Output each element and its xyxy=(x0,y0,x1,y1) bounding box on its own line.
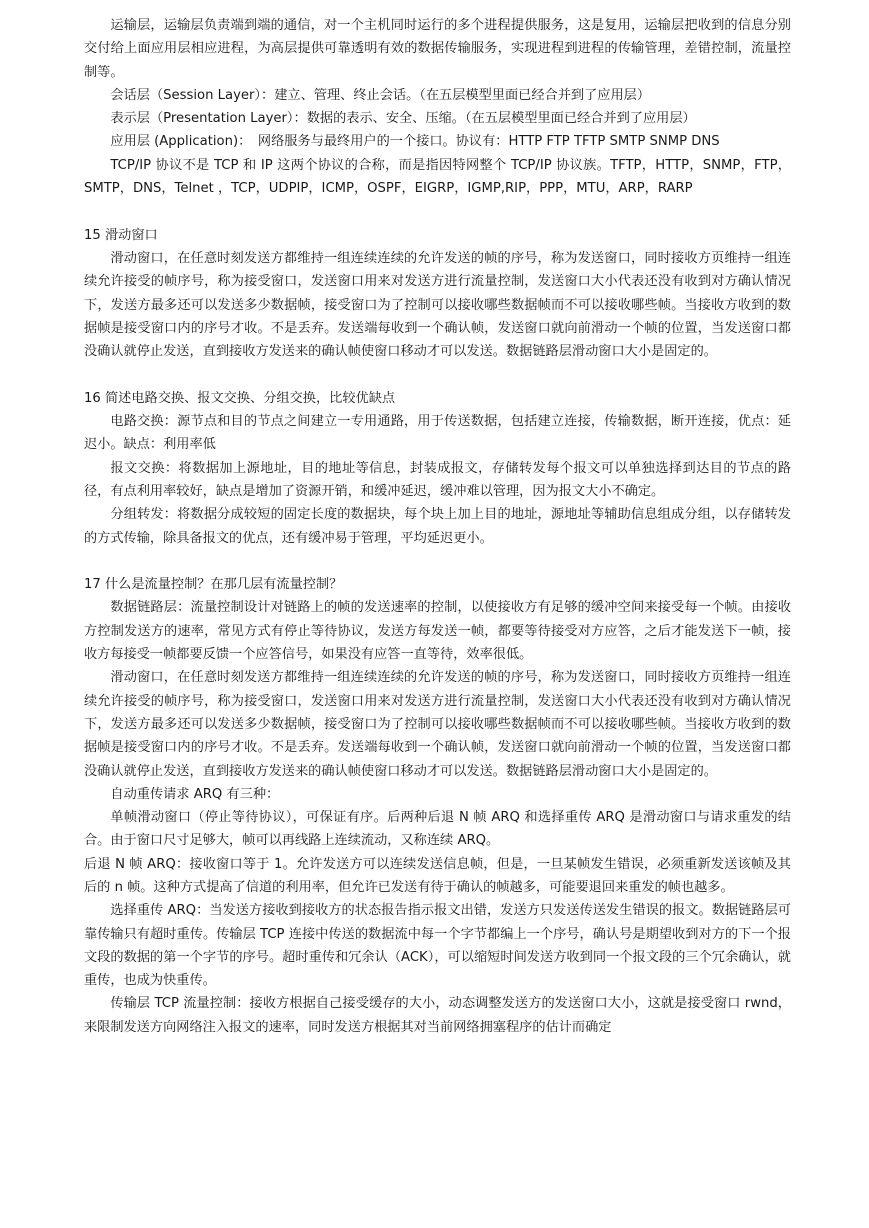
paragraph-application-layer: 应用层 (Application)： 网络服务与最终用户的一个接口。协议有：HTTP FTP TFTP SMTP SNMP DNS xyxy=(110,134,720,150)
section-heading-15: 15 滑动窗口 xyxy=(84,227,158,243)
paragraph-selective-repeat: 选择重传 ARQ：当发送方接收到接收方的状态报告指示报文出错，发送方只发送传送发生错误的报文。数据链路层可靠传输只有超时重传。传输层 TCP 连接中传送的数据流中每一个字节都编上一个序号，确认号是期望收到对方的下一个报文段的数据的第一个字节的序号。超时重传和冗余认（ACK），可以缩短时间发送方收到同一个报文段的三个冗余确认，就重传，也成为快重传。 xyxy=(84,903,791,989)
paragraph-session-layer: 会话层（Session Layer）：建立、管理、终止会话。（在五层模型里面已经合并到了应用层） xyxy=(110,87,651,103)
paragraph-go-back-n: 后退 N 帧 ARQ：接收窗口等于 1。允许发送方可以连续发送信息帧，但是，一旦某帧发生错误，必须重新发送该帧及其后的 n 帧。这种方式提高了信道的利用率，但允许已发送有待于确认的帧越多，可能要退回来重发的帧也越多。 xyxy=(84,856,791,895)
spacer xyxy=(84,550,791,573)
paragraph-tcp-flow-control: 传输层 TCP 流量控制：接收方根据自己接受缓存的大小，动态调整发送方的发送窗口大小，这就是接受窗口 rwnd，来限制发送方向网络注入报文的速率，同时发送方根据其对当前网络拥塞程序的估计而确定 xyxy=(84,996,791,1035)
paragraph-transport-layer: 运输层，运输层负责端到端的通信，对一个主机同时运行的多个进程提供服务，这是复用，运输层把收到的信息分别交付给上面应用层相应进程，为高层提供可靠透明有效的数据传输服务，实现进程到进程的传输管理，差错控制，流量控制等。 xyxy=(84,18,791,80)
spacer xyxy=(84,363,791,386)
paragraph-circuit-switching: 电路交换：源节点和目的节点之间建立一专用通路，用于传送数据，包括建立连接，传输数据，断开连接，优点：延迟小。缺点：利用率低 xyxy=(84,414,791,453)
section-heading-17: 17 什么是流量控制？在那几层有流量控制？ xyxy=(84,577,343,593)
paragraph-datalink-flow-control: 数据链路层：流量控制设计对链路上的帧的发送速率的控制，以使接收方有足够的缓冲空间来接受每一个帧。由接收方控制发送方的速率，常见方式有停止等待协议，发送方每发送一帧，都要等待接受对方应答，之后才能发送下一帧，接收方每接受一帧都要反馈一个应答信号，如果没有应答一直等待，效率很低。 xyxy=(84,600,791,663)
paragraph-presentation-layer: 表示层（Presentation Layer）：数据的表示、安全、压缩。（在五层模型里面已经合并到了应用层） xyxy=(110,111,696,127)
paragraph-stop-and-wait: 单帧滑动窗口（停止等待协议），可保证有序。后两种后退 N 帧 ARQ 和选择重传 ARQ 是滑动窗口与请求重发的结合。由于窗口尺寸足够大，帧可以再线路上连续流动，又称连续 ARQ。 xyxy=(84,810,791,849)
paragraph-sliding-window: 滑动窗口，在任意时刻发送方都维持一组连续连续的允许发送的帧的序号，称为发送窗口，同时接收方页维持一组连续允许接受的帧序号，称为接受窗口，发送窗口用来对发送方进行流量控制，发送窗口大小代表还没有收到对方确认情况下，发送方最多还可以发送多少数据帧，接受窗口为了控制可以接收哪些数据帧而不可以接收哪些帧。当接收方收到的数据帧是接受窗口内的序号才收。不是丢弃。发送端每收到一个确认帧，发送窗口就向前滑动一个帧的位置，当发送窗口都没确认就停止发送，直到接收方发送来的确认帧使窗口移动才可以发送。数据链路层滑动窗口大小是固定的。 xyxy=(84,250,791,360)
spacer xyxy=(84,200,791,223)
paragraph-sliding-window-repeat: 滑动窗口，在任意时刻发送方都维持一组连续连续的允许发送的帧的序号，称为发送窗口，同时接收方页维持一组连续允许接受的帧序号，称为接受窗口，发送窗口用来对发送方进行流量控制，发送窗口大小代表还没有收到对方确认情况下，发送方最多还可以发送多少数据帧，接受窗口为了控制可以接收哪些数据帧而不可以接收哪些帧。当接收方收到的数据帧是接受窗口内的序号才收。不是丢弃。发送端每收到一个确认帧，发送窗口就向前滑动一个帧的位置，当发送窗口都没确认就停止发送，直到接收方发送来的确认帧使窗口移动才可以发送。数据链路层滑动窗口大小是固定的。 xyxy=(84,670,791,779)
paragraph-message-switching: 报文交换：将数据加上源地址，目的地址等信息，封装成报文，存储转发每个报文可以单独选择到达目的节点的路径，有点利用率较好，缺点是增加了资源开销，和缓冲延迟，缓冲难以管理，因为报文大小不确定。 xyxy=(84,460,791,499)
section-heading-16: 16 简述电路交换、报文交换、分组交换，比较优缺点 xyxy=(84,390,396,406)
paragraph-tcpip-suite: TCP/IP 协议不是 TCP 和 IP 这两个协议的合称，而是指因特网整个 TCP/IP 协议族。TFTP，HTTP，SNMP，FTP，SMTP，DNS，Telnet ，TCP，UDPIP，ICMP，OSPF，EIGRP，IGMP,RIP，PPP，MTU，ARP，RARP xyxy=(84,157,791,197)
paragraph-arq-intro: 自动重传请求 ARQ 有三种： xyxy=(110,786,280,802)
paragraph-packet-switching: 分组转发：将数据分成较短的固定长度的数据块，每个块上加上目的地址，源地址等辅助信息组成分组，以存储转发的方式传输，除具备报文的优点，还有缓冲易于管理，平均延迟更小。 xyxy=(84,507,791,546)
